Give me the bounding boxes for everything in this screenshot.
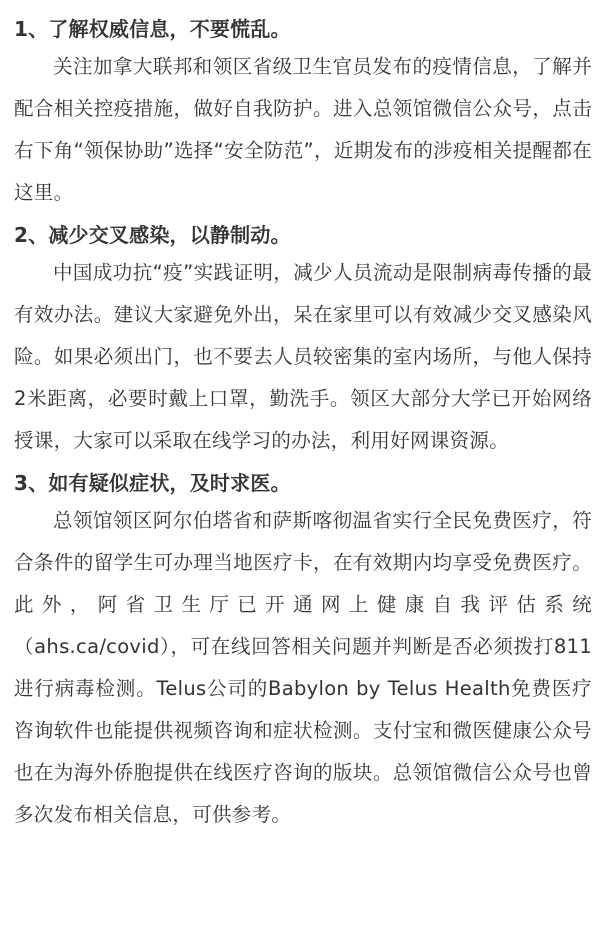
section-heading: 2、减少交叉感染，以静制动。 (14, 223, 291, 247)
section-paragraph: 总领馆领区阿尔伯塔省和萨斯喀彻温省实行全民免费医疗，符合条件的留学生可办理当地医疗卡，在有效期内均享受免费医疗。此外，阿省卫生厅已开通网上健康自我评估系统（ahs.ca/covid），可在线回答相关问题并判断是否必须拨打811进行病毒检测。Telus公司的Babylon by Telus Health免费医疗咨询软件也能提供视频咨询和症状检测。支付宝和微医健康公众号也在为海外侨胞提供在线医疗咨询的版块。总领馆微信公众号也曾多次发布相关信息，可供参考。 (14, 509, 592, 826)
section-3 (14, 466, 592, 836)
section-2 (14, 218, 592, 462)
section-heading: 1、了解权威信息，不要慌乱。 (14, 17, 291, 41)
section-heading: 3、如有疑似症状，及时求医。 (14, 471, 291, 495)
section-paragraph: 中国成功抗“疫”实践证明，减少人员流动是限制病毒传播的最有效办法。建议大家避免外出，呆在家里可以有效减少交叉感染风险。如果必须出门，也不要去人员较密集的室内场所，与他人保持2米距离，必要时戴上口罩，勤洗手。领区大部分大学已开始网络授课，大家可以采取在线学习的办法，利用好网课资源。 (14, 261, 592, 452)
section-paragraph: 关注加拿大联邦和领区省级卫生官员发布的疫情信息，了解并配合相关控疫措施，做好自我防护。进入总领馆微信公众号，点击右下角“领保协助”选择“安全防范”，近期发布的涉疫相关提醒都在这里。 (14, 55, 592, 204)
section-1 (14, 12, 592, 214)
